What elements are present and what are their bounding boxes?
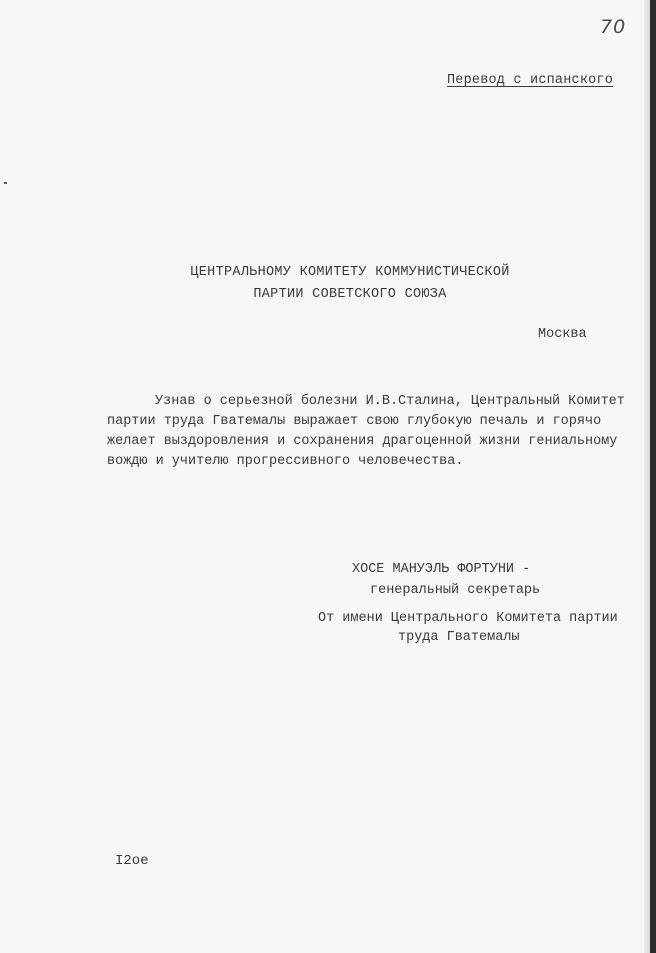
city-line: Москва	[538, 327, 587, 342]
signatory-org-line-2: труда Гватемалы	[398, 630, 520, 645]
document-code: I2ое	[115, 853, 149, 869]
message-line-1: Узнав о серьезной болезни И.В.Сталина, Центральный Комитет	[155, 394, 625, 409]
message-line-3: желает выздоровления и сохранения драгоценной жизни гениальному	[107, 434, 618, 449]
message-line-4: вождю и учителю прогрессивного человечества.	[107, 454, 464, 469]
addressee-block	[150, 262, 550, 306]
signatory-org-line-1: От имени Центрального Комитета партии	[318, 611, 618, 626]
signatory-name: ХОСЕ МАНУЭЛЬ ФОРТУНИ -	[352, 562, 531, 577]
page-edge	[644, 0, 650, 953]
translation-note: Перевод с испанского	[447, 73, 614, 88]
ink-mark	[4, 182, 7, 184]
message-body	[107, 392, 637, 472]
addressee-line-1: ЦЕНТРАЛЬНОМУ КОМИТЕТУ КОММУНИСТИЧЕСКОЙ	[190, 265, 510, 280]
signatory-organization	[318, 609, 618, 647]
archive-page-number: 70	[600, 16, 627, 38]
signatory-title: генеральный секретарь	[370, 583, 541, 598]
message-line-2: партии труда Гватемалы выражает свою глубокую печаль и горячо	[107, 414, 602, 429]
addressee-line-2: ПАРТИИ СОВЕТСКОГО СОЮЗА	[253, 287, 447, 302]
